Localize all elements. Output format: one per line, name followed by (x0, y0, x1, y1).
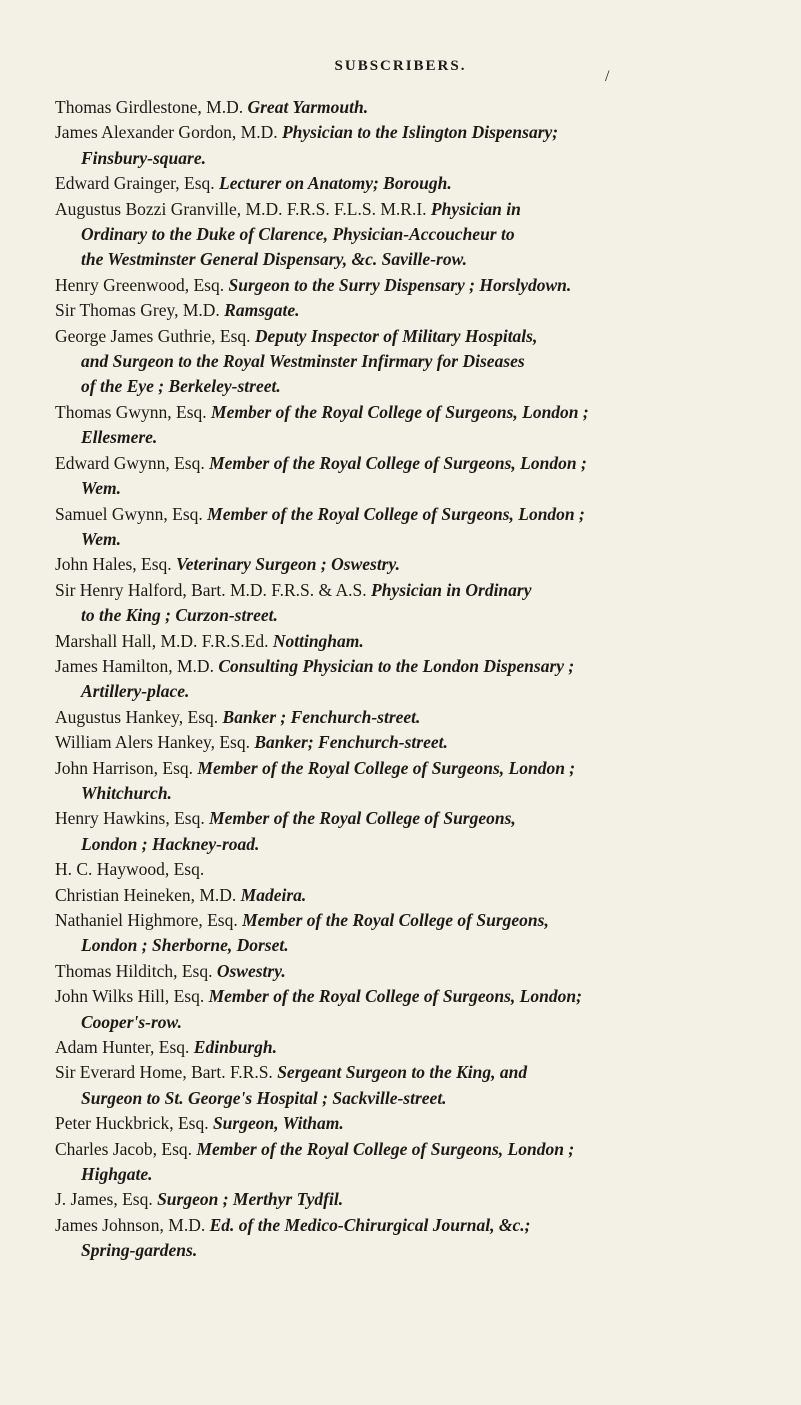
entry-name: Christian Heineken, M.D. (55, 884, 241, 905)
subscriber-entry (55, 400, 760, 451)
subscriber-entry (55, 984, 760, 1035)
entry-name: H. C. Haywood, Esq. (55, 859, 205, 880)
entry-line (55, 349, 760, 374)
entry-description: Finsbury-square. (81, 147, 206, 168)
entry-name: William Alers Hankey, Esq. (55, 732, 255, 753)
entry-name: Peter Huckbrick, Esq. (55, 1113, 213, 1134)
entry-line (55, 908, 760, 933)
entry-description: Artillery-place. (81, 681, 190, 702)
entry-name: Augustus Hankey, Esq. (55, 706, 223, 727)
entry-name: Marshall Hall, M.D. F.R.S.Ed. (55, 630, 273, 651)
subscriber-entry (55, 273, 760, 298)
subscriber-entry (55, 629, 760, 654)
entry-name: Edward Grainger, Esq. (55, 173, 220, 194)
entry-description: Member of the Royal College of Surgeons, London ; (211, 401, 589, 422)
entry-description: Madeira. (240, 884, 307, 905)
subscriber-entry (55, 502, 760, 553)
entry-line (55, 400, 760, 425)
entry-line (55, 832, 760, 857)
entry-description: to the King ; Curzon-street. (81, 605, 278, 626)
entry-description: Veterinary Surgeon ; Oswestry. (176, 554, 400, 575)
entry-description: Sergeant Surgeon to the King, and (277, 1062, 528, 1083)
entry-description: Cooper's-row. (81, 1011, 182, 1032)
entry-line (55, 1035, 760, 1060)
subscriber-entry (55, 120, 760, 171)
entry-line (55, 171, 760, 196)
entry-line (55, 959, 760, 984)
entry-name: Charles Jacob, Esq. (55, 1138, 197, 1159)
entry-description: Member of the Royal College of Surgeons, London ; (209, 452, 587, 473)
subscriber-entry (55, 756, 760, 807)
entry-line (55, 1137, 760, 1162)
entry-name: Thomas Girdlestone, M.D. (55, 97, 248, 117)
entry-description: Ellesmere. (81, 427, 158, 448)
entry-description: Ramsgate. (224, 300, 300, 321)
entry-description: Whitchurch. (81, 782, 172, 803)
entry-description: Banker; Fenchurch-street. (254, 732, 448, 753)
entry-line (55, 654, 760, 679)
subscriber-entry (55, 197, 760, 273)
subscriber-entry (55, 857, 760, 882)
entry-line (55, 527, 760, 552)
entry-name: John Harrison, Esq. (55, 757, 198, 778)
entry-description: Member of the Royal College of Surgeons, London ; (207, 503, 585, 524)
subscriber-entry (55, 1213, 760, 1264)
entry-line (55, 120, 760, 145)
entry-line (55, 1213, 760, 1238)
entry-description: Edinburgh. (193, 1037, 277, 1058)
entry-line (55, 1187, 760, 1212)
subscriber-entry (55, 552, 760, 577)
subscriber-entry (55, 298, 760, 323)
entry-line (55, 1238, 760, 1263)
entry-line (55, 781, 760, 806)
page-mark: / (605, 68, 610, 85)
subscriber-entry (55, 578, 760, 629)
entry-description: Member of the Royal College of Surgeons, London ; (196, 1138, 575, 1159)
entry-description: Member of the Royal College of Surgeons, London; (208, 986, 582, 1007)
subscriber-entry (55, 324, 760, 400)
entry-description: Lecturer on Anatomy; Borough. (219, 173, 452, 194)
entry-line (55, 197, 760, 222)
entry-line (55, 476, 760, 501)
entry-description: Member of the Royal College of Surgeons, (209, 808, 516, 829)
entry-name: Sir Henry Halford, Bart. M.D. F.R.S. & A.S. (55, 579, 372, 600)
entry-line (55, 502, 760, 527)
entry-line (55, 705, 760, 730)
subscriber-entry (55, 171, 760, 196)
entry-line (55, 273, 760, 298)
subscriber-list (55, 95, 760, 1264)
entry-description: Member of the Royal College of Surgeons, London ; (197, 757, 576, 778)
entry-description: Spring-gardens. (81, 1240, 198, 1261)
entry-name: George James Guthrie, Esq. (55, 325, 255, 346)
entry-description: Deputy Inspector of Military Hospitals, (254, 325, 538, 346)
entry-description: Great Yarmouth. (247, 97, 369, 117)
entry-description: Physician in Ordinary (371, 579, 532, 600)
entry-description: Nottingham. (272, 630, 364, 651)
entry-description: Wem. (81, 528, 122, 549)
subscriber-entry (55, 654, 760, 705)
entry-line (55, 247, 760, 272)
entry-line (55, 1111, 760, 1136)
entry-description: Physician in (430, 198, 521, 219)
entry-name: Nathaniel Highmore, Esq. (55, 910, 243, 930)
subscriber-entry (55, 730, 760, 755)
entry-line (55, 451, 760, 476)
page-heading: SUBSCRIBERS. (334, 58, 467, 74)
entry-line (55, 984, 760, 1009)
entry-line (55, 374, 760, 399)
entry-name: James Alexander Gordon, M.D. (55, 122, 282, 143)
entry-line (55, 425, 760, 450)
entry-line (55, 857, 760, 882)
entry-line (55, 730, 760, 755)
entry-description: Wem. (81, 478, 122, 499)
entry-description: Consulting Physician to the London Dispensary ; (218, 655, 575, 676)
subscriber-entry (55, 1060, 760, 1111)
entry-name: Edward Gwynn, Esq. (55, 452, 210, 473)
entry-description: Member of the Royal College of Surgeons, (242, 910, 549, 930)
entry-description: Surgeon to the Surry Dispensary ; Horslydown. (228, 274, 572, 295)
entry-line (55, 146, 760, 171)
entry-description: London ; Hackney-road. (81, 833, 260, 854)
entry-line (55, 933, 760, 958)
entry-description: Ordinary to the Duke of Clarence, Physician-Accoucheur to (81, 224, 515, 245)
subscriber-entry (55, 451, 760, 502)
entry-description: Banker ; Fenchurch-street. (222, 706, 421, 727)
subscriber-entry (55, 1111, 760, 1136)
subscriber-entry (55, 959, 760, 984)
entry-line (55, 1010, 760, 1035)
subscriber-entry (55, 1035, 760, 1060)
entry-name: Adam Hunter, Esq. (55, 1037, 194, 1058)
entry-name: John Wilks Hill, Esq. (55, 986, 209, 1007)
entry-line (55, 552, 760, 577)
subscriber-entry (55, 883, 760, 908)
entry-line (55, 756, 760, 781)
subscriber-entry (55, 806, 760, 857)
subscriber-entry (55, 1137, 760, 1188)
entry-description: Oswestry. (216, 960, 286, 981)
entry-name: Henry Greenwood, Esq. (55, 274, 229, 295)
entry-description: the Westminster General Dispensary, &c. Saville-row. (81, 249, 467, 270)
entry-line (55, 1162, 760, 1187)
entry-description: Physician to the Islington Dispensary; (281, 122, 559, 143)
entry-description: of the Eye ; Berkeley-street. (81, 376, 281, 397)
entry-line (55, 629, 760, 654)
subscriber-entry (55, 908, 760, 959)
entry-line (55, 1086, 760, 1111)
entry-line (55, 806, 760, 831)
entry-description: Surgeon, Witham. (212, 1113, 344, 1134)
entry-line (55, 603, 760, 628)
entry-name: James Johnson, M.D. (55, 1214, 210, 1235)
entry-name: J. James, Esq. (55, 1189, 158, 1210)
subscriber-entry (55, 705, 760, 730)
entry-name: John Hales, Esq. (55, 554, 177, 575)
subscriber-entry (55, 1187, 760, 1212)
entry-name: Henry Hawkins, Esq. (55, 808, 210, 829)
entry-name: Thomas Gwynn, Esq. (55, 401, 212, 422)
entry-description: London ; Sherborne, Dorset. (81, 935, 289, 956)
entry-description: Highgate. (81, 1164, 153, 1185)
entry-description: Surgeon to St. George's Hospital ; Sackville-street. (81, 1087, 447, 1108)
entry-line (55, 1060, 760, 1085)
entry-line (55, 298, 760, 323)
entry-line (55, 222, 760, 247)
entry-description: and Surgeon to the Royal Westminster Infirmary for Diseases (81, 351, 525, 372)
entry-line (55, 324, 760, 349)
entry-name: Samuel Gwynn, Esq. (55, 503, 208, 524)
entry-line (55, 95, 760, 120)
entry-line (55, 679, 760, 704)
entry-name: Augustus Bozzi Granville, M.D. F.R.S. F.L.S. M.R.I. (55, 198, 431, 219)
subscriber-entry (55, 95, 760, 120)
entry-description: Surgeon ; Merthyr Tydfil. (157, 1189, 344, 1210)
entry-description: Ed. of the Medico-Chirurgical Journal, &c.; (209, 1214, 531, 1235)
entry-name: James Hamilton, M.D. (55, 655, 219, 676)
entry-name: Thomas Hilditch, Esq. (55, 960, 217, 981)
entry-name: Sir Everard Home, Bart. F.R.S. (55, 1062, 278, 1083)
entry-line (55, 578, 760, 603)
entry-name: Sir Thomas Grey, M.D. (55, 300, 225, 321)
entry-line (55, 883, 760, 908)
